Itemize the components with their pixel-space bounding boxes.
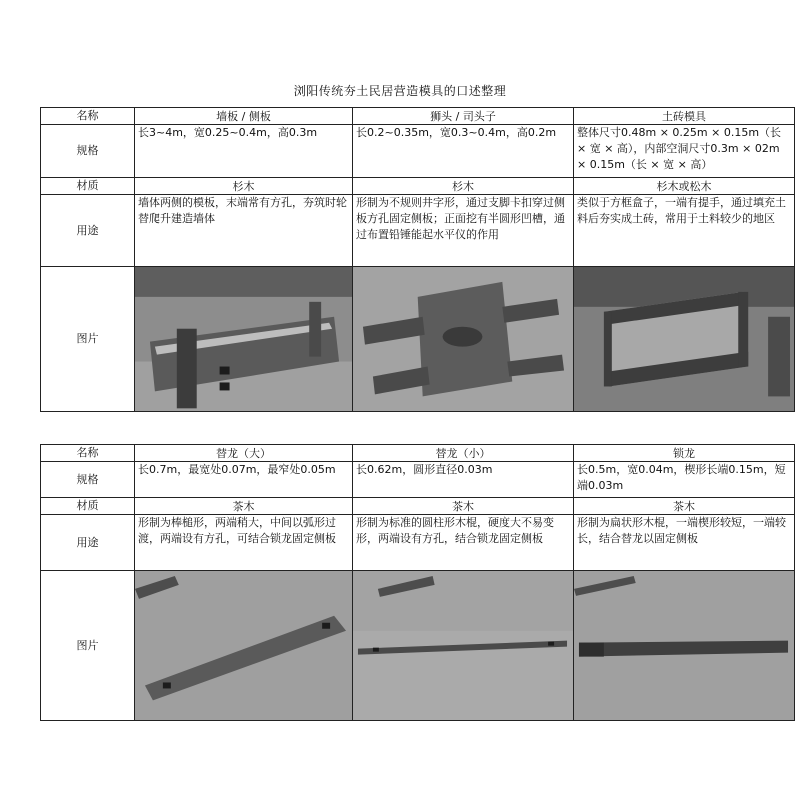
row-label-spec: 规格 [41, 462, 135, 498]
usage-row [41, 195, 795, 267]
wall-board-photo [135, 267, 352, 411]
image-row [41, 267, 795, 412]
photo-brick-mold [574, 267, 795, 412]
tools-table-1 [40, 107, 795, 412]
material-cell: 杉木或松木 [574, 178, 795, 195]
row-label-usage: 用途 [41, 515, 135, 571]
photo-tilong-small [353, 571, 574, 721]
material-cell: 杉木 [353, 178, 574, 195]
lion-head-photo [353, 267, 573, 411]
usage-cell: 形制为不规则井字形，通过支脚卡扣穿过侧板方孔固定侧板；正面挖有半圆形凹槽，通过布置铅锤能起水平仪的作用 [353, 195, 574, 267]
spec-cell: 长0.7m，最宽处0.07m，最窄处0.05m [135, 462, 353, 498]
material-cell: 杉木 [135, 178, 353, 195]
material-cell: 茶木 [353, 498, 574, 515]
usage-row [41, 515, 795, 571]
name-cell: 替龙（小） [353, 445, 574, 462]
spec-cell: 整体尺寸0.48m × 0.25m × 0.15m（长 × 宽 × 高），内部空洞尺寸0.3m × 02m × 0.15m（长 × 宽 × 高） [574, 125, 795, 178]
name-cell: 狮头 / 司头子 [353, 108, 574, 125]
row-label-spec: 规格 [41, 125, 135, 178]
usage-cell: 形制为标准的圆柱形木棍，硬度大不易变形，两端设有方孔，结合锁龙固定侧板 [353, 515, 574, 571]
usage-cell: 形制为棒槌形，两端稍大，中间以弧形过渡，两端设有方孔，可结合锁龙固定侧板 [135, 515, 353, 571]
suolong-photo [574, 571, 794, 720]
material-cell: 茶木 [135, 498, 353, 515]
photo-lion-head [353, 267, 574, 412]
name-cell: 替龙（大） [135, 445, 353, 462]
photo-wall-board [135, 267, 353, 412]
row-label-name: 名称 [41, 445, 135, 462]
tilong-small-photo [353, 571, 573, 720]
brick-mold-photo [574, 267, 794, 411]
photo-suolong [574, 571, 795, 721]
row-label-material: 材质 [41, 498, 135, 515]
photo-tilong-large [135, 571, 353, 721]
row-label-name: 名称 [41, 108, 135, 125]
name-cell: 锁龙 [574, 445, 795, 462]
spec-cell: 长0.5m，宽0.04m，楔形长端0.15m，短端0.03m [574, 462, 795, 498]
material-row [41, 178, 795, 195]
material-cell: 茶木 [574, 498, 795, 515]
page-title: 浏阳传统夯土民居营造模具的口述整理 [293, 84, 507, 98]
material-row [41, 498, 795, 515]
tools-table-2 [40, 444, 795, 721]
row-label-image: 图片 [41, 571, 135, 721]
name-cell: 土砖模具 [574, 108, 795, 125]
row-label-material: 材质 [41, 178, 135, 195]
spec-cell: 长3~4m，宽0.25~0.4m，高0.3m [135, 125, 353, 178]
usage-cell: 形制为扁状形木棍，一端楔形较短，一端较长，结合替龙以固定侧板 [574, 515, 795, 571]
usage-cell: 墙体两侧的模板，末端常有方孔，夯筑时轮替爬升建造墙体 [135, 195, 353, 267]
row-label-usage: 用途 [41, 195, 135, 267]
image-row [41, 571, 795, 721]
spec-cell: 长0.62m，圆形直径0.03m [353, 462, 574, 498]
spec-row [41, 462, 795, 498]
name-row [41, 445, 795, 462]
row-label-image: 图片 [41, 267, 135, 412]
spec-row [41, 125, 795, 178]
tilong-large-photo [135, 571, 352, 720]
name-row [41, 108, 795, 125]
name-cell: 墙板 / 侧板 [135, 108, 353, 125]
spec-cell: 长0.2~0.35m，宽0.3~0.4m，高0.2m [353, 125, 574, 178]
usage-cell: 类似于方框盒子，一端有提手，通过填充土料后夯实成土砖，常用于土料较少的地区 [574, 195, 795, 267]
